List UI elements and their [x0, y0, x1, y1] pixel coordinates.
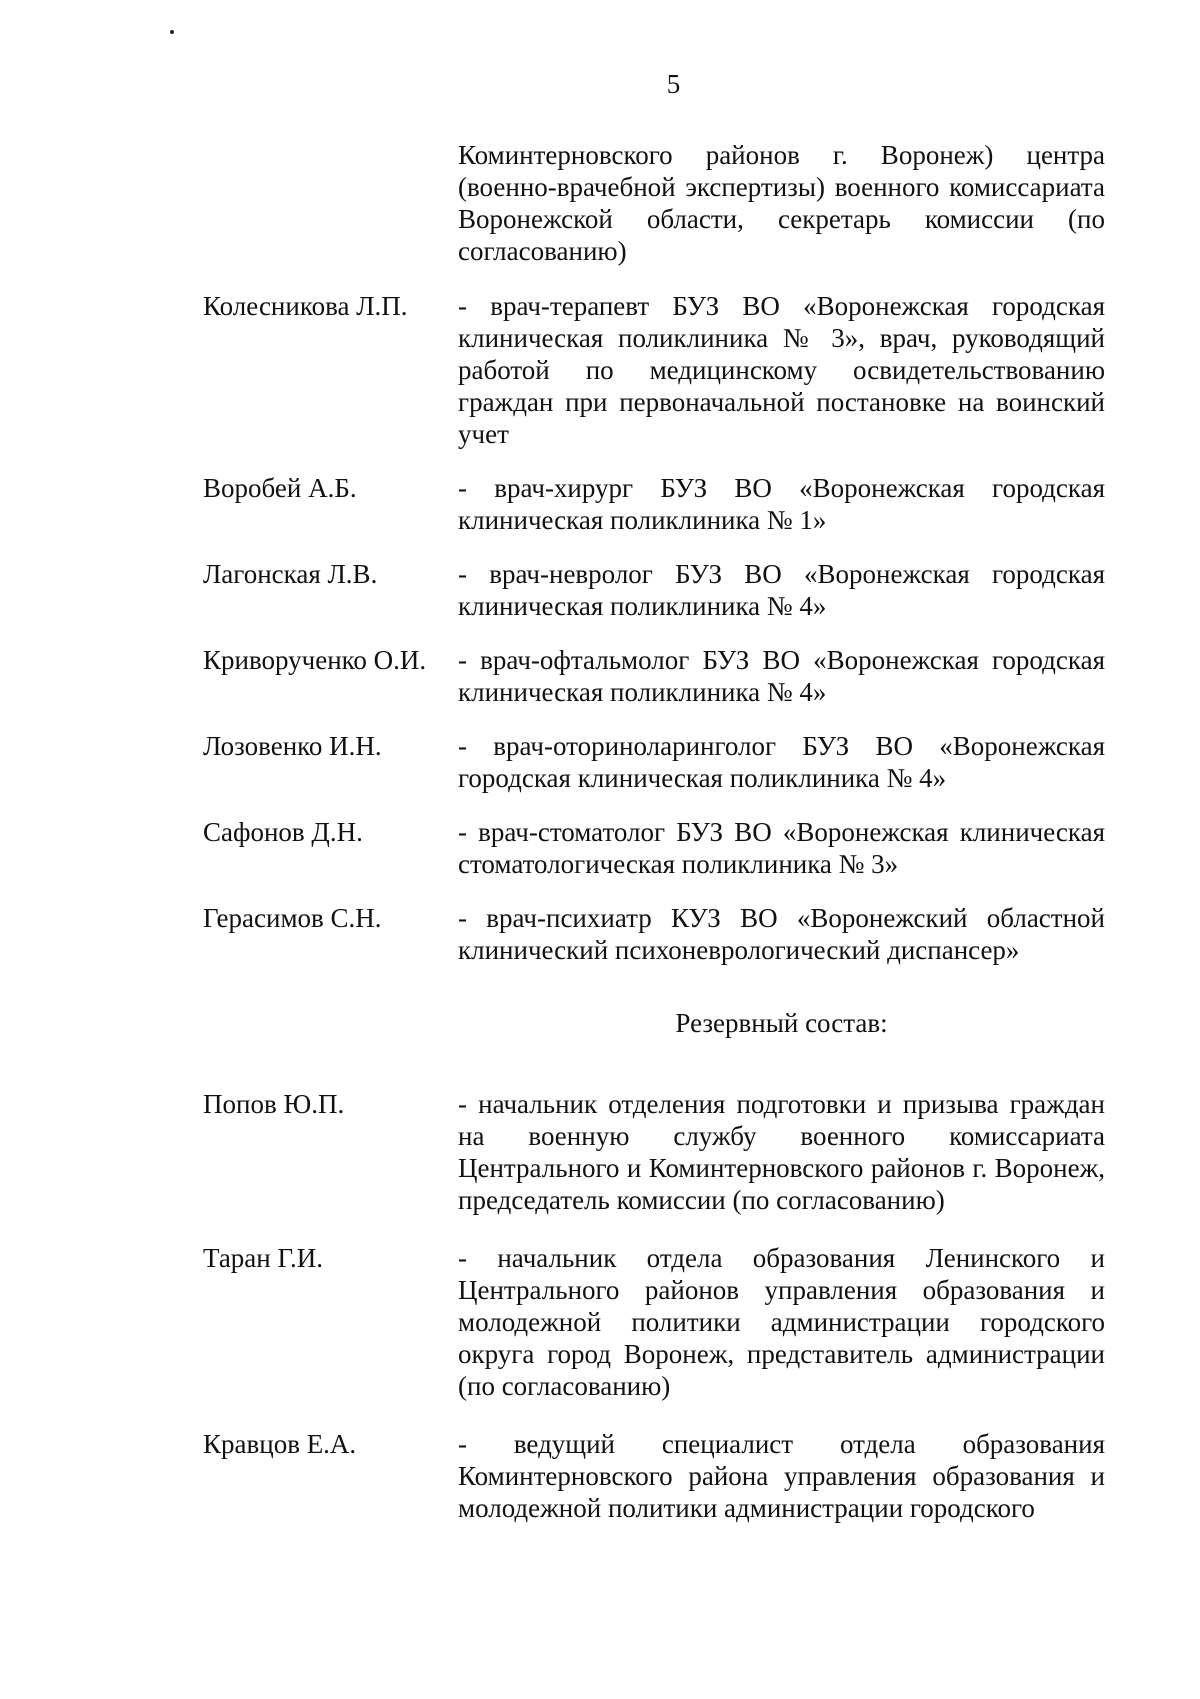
scan-dot: [170, 30, 174, 34]
reserve-heading: Резервный состав:: [675, 1008, 888, 1038]
member-role: - начальник отделения подготовки и призыва граждан на военную службу военного комиссариата Центрального и Коминтерновского районов г. Воронеж, председатель комиссии (по согласованию): [458, 1089, 1105, 1215]
member-name: Колесникова Л.П.: [203, 291, 408, 321]
member-name: Лозовенко И.Н.: [203, 731, 382, 761]
reserve-members-list: [203, 1088, 1105, 1550]
member-name: Кравцов Е.А.: [203, 1429, 357, 1459]
member-entry: [203, 902, 1105, 966]
member-name: Лагонская Л.В.: [203, 559, 378, 589]
reserve-member-entry: [203, 1428, 1105, 1524]
member-role: - врач-оториноларинголог БУЗ ВО «Воронежская городская клиническая поликлиника № 4»: [458, 731, 1105, 793]
member-role: - врач-офтальмолог БУЗ ВО «Воронежская городская клиническая поликлиника № 4»: [458, 645, 1105, 707]
member-name: Сафонов Д.Н.: [203, 817, 363, 847]
member-name: Попов Ю.П.: [203, 1089, 345, 1119]
member-entry: [203, 816, 1105, 880]
member-entry: [203, 730, 1105, 794]
reserve-member-entry: [203, 1088, 1105, 1216]
member-name: Криворученко О.И.: [203, 645, 427, 675]
member-role: - врач-психиатр КУЗ ВО «Воронежский областной клинический психоневрологический диспансер»: [458, 903, 1105, 965]
member-entry: [203, 558, 1105, 622]
member-name: Воробей А.Б.: [203, 473, 357, 503]
member-name: Герасимов С.Н.: [203, 903, 382, 933]
member-role: - начальник отдела образования Ленинского и Центрального районов управления образования и молодежной политики администрации городского округа город Воронеж, представитель администрации (по согласованию): [458, 1243, 1105, 1401]
member-entry: [203, 472, 1105, 536]
member-role: - врач-стоматолог БУЗ ВО «Воронежская клиническая стоматологическая поликлиника № 3»: [458, 817, 1105, 879]
member-name: Таран Г.И.: [203, 1243, 324, 1273]
member-role: - врач-невролог БУЗ ВО «Воронежская городская клиническая поликлиника № 4»: [458, 559, 1105, 621]
member-role: - ведущий специалист отдела образования Коминтерновского района управления образования и молодежной политики администрации городского: [458, 1429, 1105, 1523]
member-entry: [203, 290, 1105, 450]
member-entry: [203, 644, 1105, 708]
member-role: - врач-терапевт БУЗ ВО «Воронежская городская клиническая поликлиника № 3», врач, руководящий работой по медицинскому освидетельствованию граждан при первоначальной постановке на воинский учет: [458, 291, 1105, 449]
members-list: [203, 290, 1105, 988]
reserve-member-entry: [203, 1242, 1105, 1402]
intro-continuation: Коминтерновского районов г. Воронеж) центра (военно-врачебной экспертизы) военного комиссариата Воронежской области, секретарь комиссии (по согласованию): [458, 140, 1105, 266]
member-role: - врач-хирург БУЗ ВО «Воронежская городская клиническая поликлиника № 1»: [458, 473, 1105, 535]
page-number: 5: [666, 69, 681, 99]
